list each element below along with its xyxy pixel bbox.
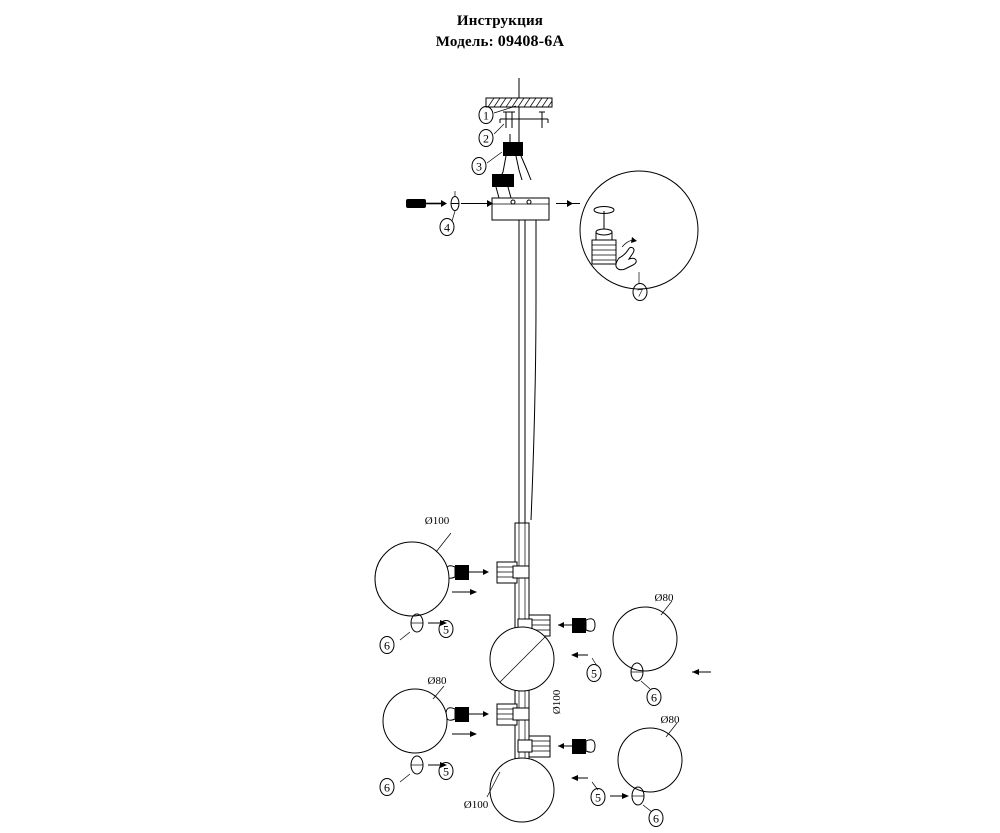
terminal-block-group [500, 134, 531, 180]
callout-4-leader [452, 211, 455, 221]
dimension-label-4: Ø80 [427, 675, 447, 687]
socket-1-arm [513, 566, 529, 578]
bulb-1-arrow-head [470, 589, 477, 595]
shade-3-globe [383, 689, 447, 753]
bulb-2-base [572, 618, 586, 633]
screwdriver-group [406, 191, 493, 221]
canopy-hole-left [511, 200, 515, 204]
bulb-2-insert-head [558, 622, 564, 628]
canopy-connector-wire-a [496, 187, 499, 198]
screwdriver-handle [406, 199, 426, 208]
callout-5c-number: 5 [443, 764, 449, 779]
canopy-connector-wire-b [508, 187, 511, 198]
callout-6c-leader [400, 774, 410, 782]
callout-6a [380, 637, 394, 654]
bulb-3-arrow-head [470, 731, 477, 737]
callout-1-number: 1 [483, 108, 489, 123]
bulb-4-arrow-head [571, 775, 578, 781]
detail-arrow-head [567, 200, 573, 207]
callout-6a-leader [400, 632, 410, 640]
dimension-label-3: Ø100 [551, 689, 563, 715]
callout-6d-leader [643, 805, 652, 812]
detail-socket-top [596, 229, 612, 235]
bulb-3 [446, 707, 489, 737]
detail-pointer-group [556, 200, 580, 207]
socket-4-arm [518, 740, 532, 752]
ceiling-group [486, 78, 552, 107]
callout-5a [439, 621, 453, 638]
bulb-1-base [455, 565, 469, 580]
bulb-3-base [455, 707, 469, 722]
callout-6b [647, 689, 661, 706]
callout-7-number: 7 [637, 285, 643, 300]
dimension-label-5: Ø80 [660, 714, 680, 726]
bulb-4-insert-head [558, 743, 564, 749]
bulb-2 [558, 618, 597, 666]
callout-6c-number: 6 [384, 780, 390, 795]
callout-5c [439, 763, 453, 780]
canopy-group [492, 198, 549, 220]
center-shade-2-globe [490, 758, 554, 822]
secondary-cable [531, 220, 536, 520]
callout-5a-number: 5 [443, 622, 449, 637]
mounting-bracket-group [500, 107, 548, 134]
hand-icon [616, 237, 637, 270]
main-rod-group [515, 220, 536, 776]
terminal-wire-out-c [521, 156, 531, 180]
callout-3-leader [487, 152, 502, 163]
shade-3 [383, 686, 447, 782]
callout-1 [479, 106, 516, 124]
shade-2-globe [613, 607, 677, 671]
shade-1-dim-leader [436, 533, 451, 552]
callout-5d-number: 5 [595, 790, 601, 805]
callout-4-number: 4 [444, 220, 450, 235]
socket-3-arm [513, 708, 529, 720]
callout-5b-number: 5 [591, 666, 597, 681]
callout-5b [587, 665, 601, 682]
callout-6d-number: 6 [653, 811, 659, 826]
callout-6c [380, 779, 394, 796]
shade-1 [375, 533, 451, 640]
callout-3-number: 3 [476, 159, 482, 174]
shade-4-globe [618, 728, 682, 792]
shade-1-globe [375, 542, 449, 616]
center-shade-1-globe [490, 627, 554, 691]
hand-shape [616, 247, 636, 269]
bulb-4-base [572, 739, 586, 754]
detail-socket [592, 207, 616, 265]
canopy-connector-group [492, 174, 514, 198]
callout-2 [479, 124, 504, 147]
canopy-connector-body [492, 174, 514, 187]
shade-3-dim-leader [433, 686, 444, 699]
dimension-label-2: Ø80 [654, 592, 674, 604]
callout-6b-leader [641, 681, 650, 689]
screwdriver-tip [441, 200, 447, 207]
shade-4-arrow-head [622, 793, 629, 799]
dimension-label-1: Ø100 [424, 515, 450, 527]
callout-2-number: 2 [483, 131, 489, 146]
callout-6d [649, 810, 663, 827]
bracket-screws [503, 112, 545, 128]
shade-2-arrow-head [692, 669, 699, 675]
model-value: 09408-6A [497, 32, 565, 50]
bulb-1-insert-head [483, 569, 489, 575]
model-label: Модель: [435, 33, 494, 50]
shade-2 [613, 601, 711, 689]
bulb-4 [558, 739, 598, 790]
shade-4 [610, 723, 682, 812]
callout-2-leader [494, 124, 504, 134]
callout-7 [633, 284, 647, 301]
center-shade-1 [490, 627, 554, 691]
canopy-hole-right [527, 200, 531, 204]
document-title: Инструкция [456, 13, 544, 29]
hand-arrow-head [631, 237, 637, 243]
callout-3 [472, 152, 502, 175]
bulb-4-glass [586, 740, 595, 752]
bulb-1 [446, 565, 489, 595]
callout-5d [591, 789, 605, 806]
callout-6b-number: 6 [651, 690, 657, 705]
callout-6a-number: 6 [384, 638, 390, 653]
canopy-body [492, 198, 549, 220]
callout-4 [440, 219, 454, 236]
center-shade-2 [487, 758, 554, 822]
terminal-wire-out-b [516, 156, 522, 180]
bulb-3-insert-head [483, 711, 489, 717]
dimension-label-6: Ø100 [463, 799, 489, 811]
detail-circle-group [580, 171, 698, 289]
bulb-2-glass [586, 619, 595, 631]
bulb-2-arrow-head [571, 652, 578, 658]
detail-socket-body [592, 240, 616, 264]
